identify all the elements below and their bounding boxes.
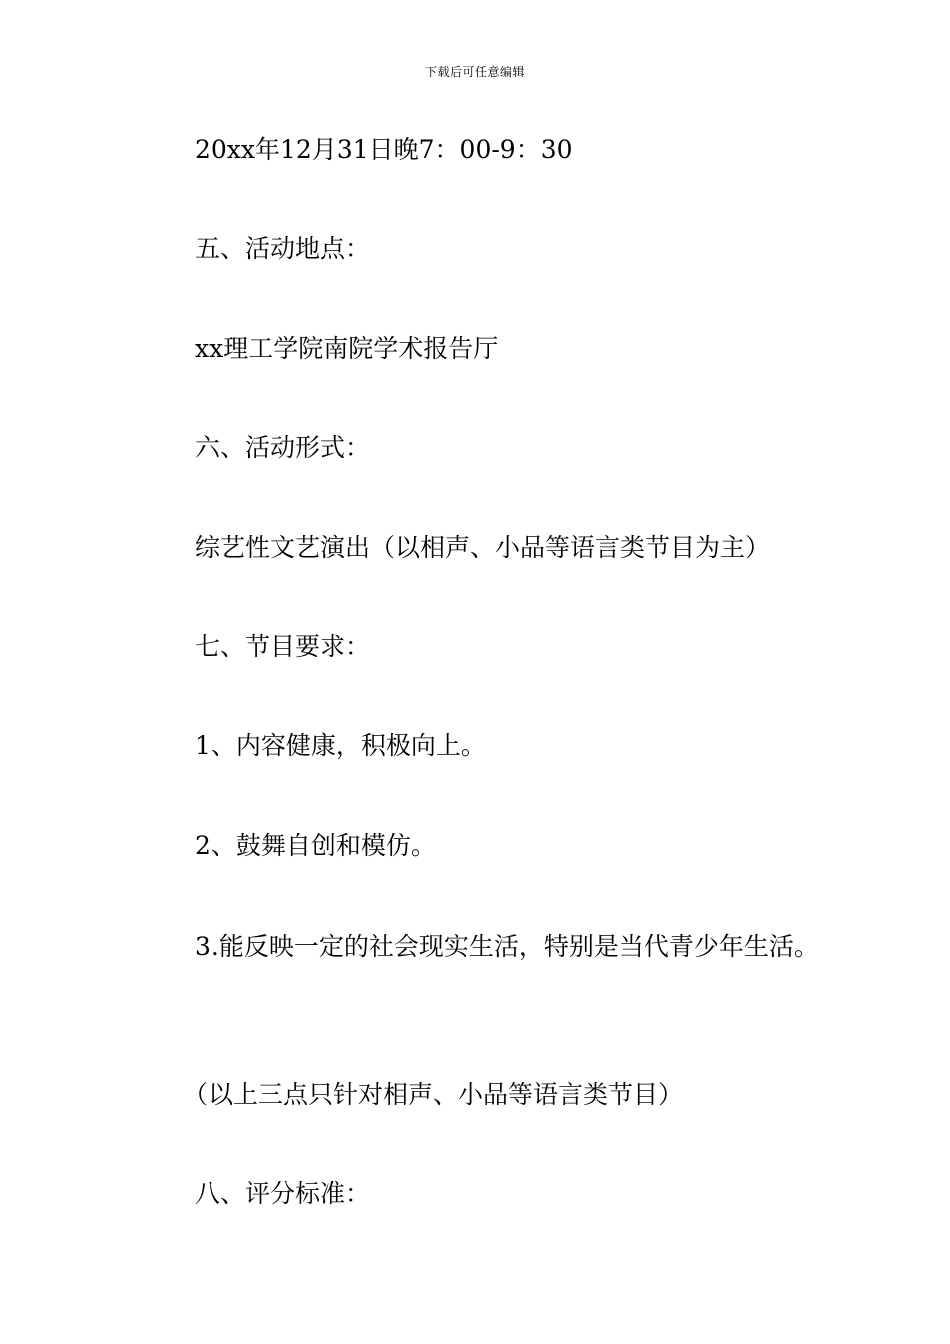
time-value: 20xx年12月31日晚7：00-9：30	[195, 135, 573, 164]
section-title-requirements: 七、节目要求：	[195, 632, 371, 661]
requirements-note: （以上三点只针对相声、小品等语言类节目）	[183, 1080, 684, 1109]
page-header: 下载后可任意编辑	[424, 65, 525, 79]
section-title-form: 六、活动形式：	[195, 433, 371, 462]
requirement-3: 3.能反映一定的社会现实生活，特别是当代青少年生活。	[195, 932, 819, 961]
requirement-2: 2、鼓舞自创和模仿。	[195, 831, 436, 860]
section-title-location: 五、活动地点：	[195, 234, 371, 263]
location-value: xx理工学院南院学术报告厅	[195, 334, 499, 363]
form-value: 综艺性文艺演出（以相声、小品等语言类节目为主）	[195, 533, 771, 562]
section-title-scoring: 八、评分标准：	[195, 1179, 371, 1208]
requirement-1: 1、内容健康，积极向上。	[195, 731, 486, 760]
